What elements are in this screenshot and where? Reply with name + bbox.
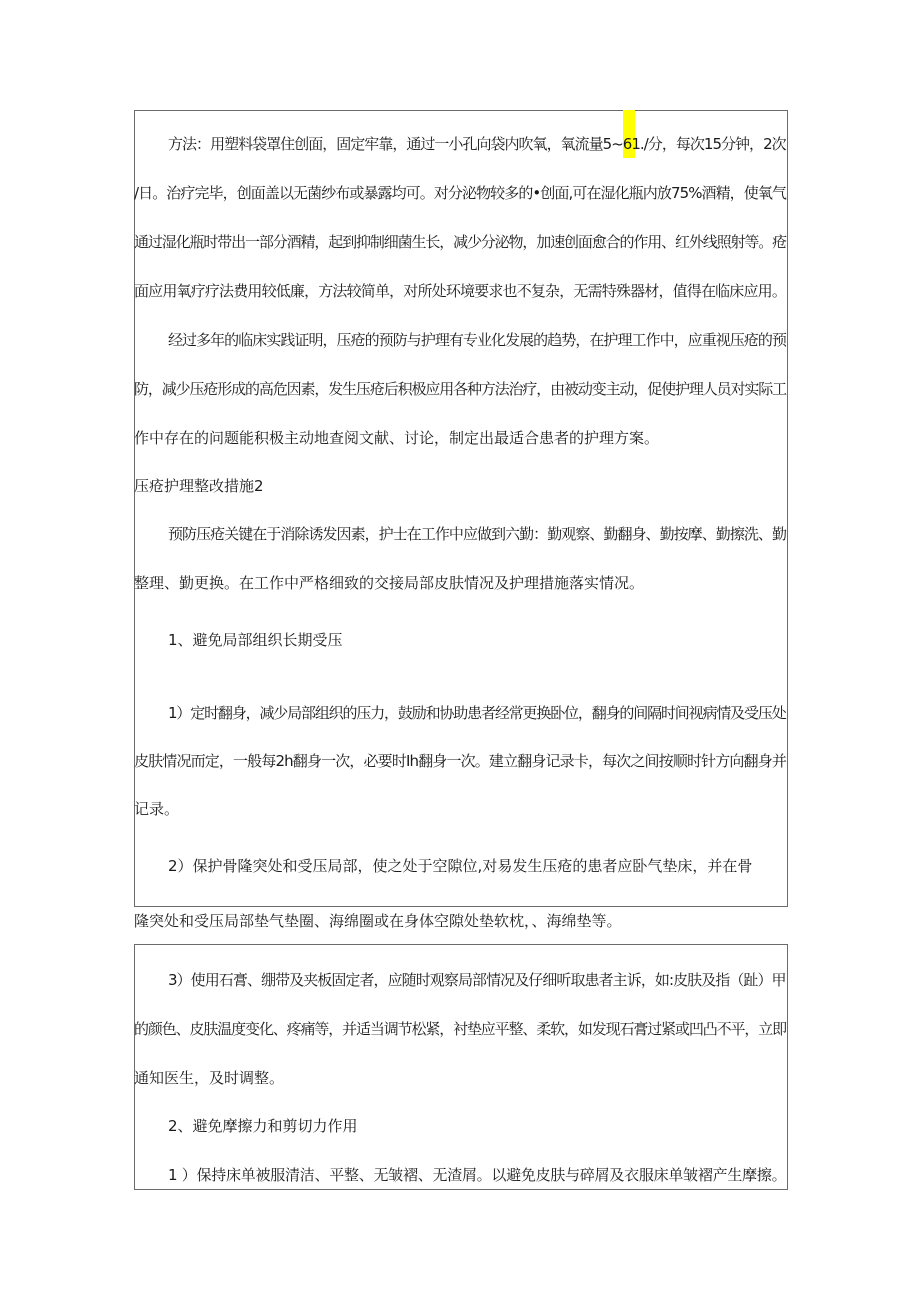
paragraph-line: 记录。 [134, 800, 180, 818]
paragraph-line: 经过多年的临床实践证明，压疮的预防与护理有专业化发展的趋势，在护理工作中，应重视压疮的预 [168, 331, 787, 349]
paragraph-line: 皮肤情况而定，一般每2h翻身一次，必要时Ih翻身一次。建立翻身记录卡，每次之间按顺时针方向翻身并 [134, 752, 786, 770]
paragraph-line: 隆突处和受压局部垫气垫圈、海绵圈或在身体空隙处垫软枕，、海绵垫等。 [134, 912, 622, 930]
paragraph-line: 2）保护骨隆突处和受压局部，使之处于空隙位,对易发生压疮的患者应卧气垫床，并在骨 [168, 857, 753, 875]
paragraph-line: /日。治疗完毕，创面盖以无菌纱布或暴露均可。对分泌物较多的•创面,可在湿化瓶内放75%酒精，使氧气 [134, 184, 787, 202]
paragraph-line: 通过湿化瓶时带出一部分酒精，起到抑制细菌生长，减少分泌物，加速创面愈合的作用、红外线照射等。疮 [134, 233, 787, 251]
paragraph-line: 预防压疮关键在于消除诱发因素，护士在工作中应做到六勤：勤观察、勤翻身、勤按摩、勤擦洗、勤 [168, 525, 787, 543]
paragraph-line: 1 ）保持床单被服清洁、平整、无皱褶、无渣屑。以避免皮肤与碎屑及衣服床单皱褶产生摩擦。 [168, 1166, 787, 1184]
section-heading: 压疮护理整改措施2 [134, 477, 264, 495]
paragraph-line: 防，减少压疮形成的高危因素，发生压疮后积极应用各种方法治疗，由被动变主动，促使护理人员对实际工 [134, 380, 787, 398]
list-heading: 1、避免局部组织长期受压 [168, 631, 343, 649]
paragraph-line: 作中存在的问题能积极主动地查阅文献、讨论，制定出最适合患者的护理方案。 [134, 429, 660, 447]
paragraph-line: 通知医生，及时调整。 [134, 1069, 285, 1087]
list-heading: 2、避免摩擦力和剪切力作用 [168, 1117, 358, 1135]
text-frame-1 [134, 110, 788, 907]
paragraph-line: 整理、勤更换。在工作中严格细致的交接局部皮肤情况及护理措施落实情况。 [134, 574, 645, 592]
paragraph-line: 方法：用塑料袋罩住创面，固定牢靠，通过一小孔向袋内吹氧，氧流量5~61./分，每次15分钟，2次 [168, 135, 786, 153]
paragraph-line: 面应用氧疗疗法费用较低廉，方法较简单，对所处环境要求也不复杂，无需特殊器材，值得在临床应用。 [134, 282, 787, 300]
paragraph-line: 的颜色、皮肤温度变化、疼痛等，并适当调节松紧，衬垫应平整、柔软，如发现石膏过紧或凹凸不平，立即 [134, 1020, 787, 1038]
paragraph-line: 3）使用石膏、绷带及夹板固定者，应随时观察局部情况及仔细听取患者主诉，如:皮肤及指（趾）甲 [168, 971, 786, 989]
paragraph-line: 1）定时翻身，减少局部组织的压力，鼓励和协助患者经常更换卧位，翻身的间隔时间视病情及受压处 [168, 704, 786, 722]
